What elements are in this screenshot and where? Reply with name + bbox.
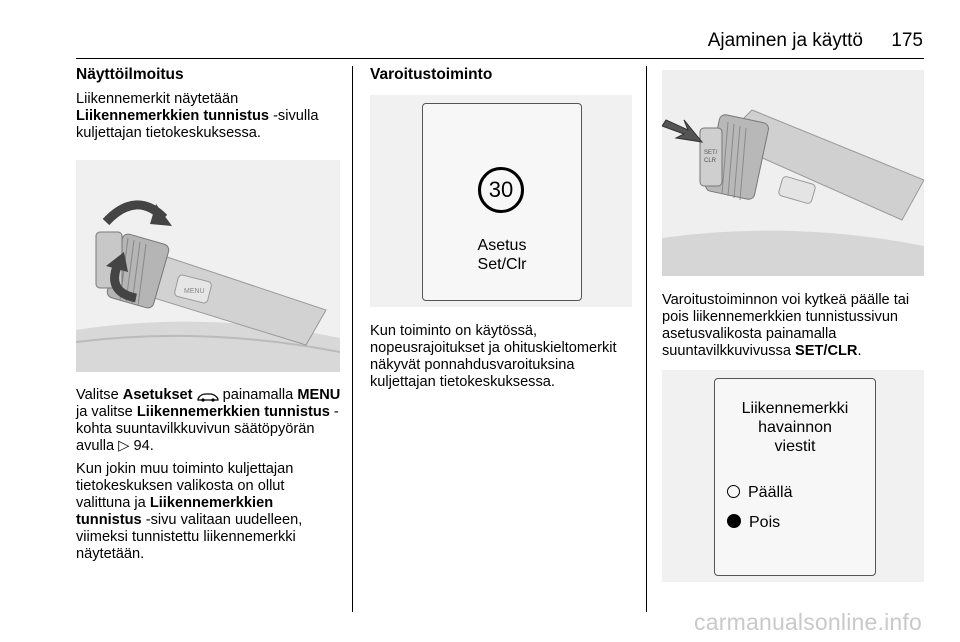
option-on[interactable]: Päällä: [727, 483, 792, 502]
display-text: Asetus Set/Clr: [477, 237, 527, 273]
svg-text:CLR: CLR: [704, 158, 717, 164]
section-heading: Näyttöilmoitus: [76, 66, 184, 83]
svg-text:MENU: MENU: [184, 288, 205, 295]
page-number: 175: [891, 30, 923, 51]
display-title: Liikennemerkki havainnon viestit: [741, 400, 849, 455]
watermark: carmanualsonline.info: [694, 609, 922, 635]
section-title: Ajaminen ja käyttö: [707, 30, 863, 51]
section-heading: Varoitustoiminto: [370, 66, 493, 83]
paragraph: Varoitustoiminnon voi kytkeä päälle tai pois liikennemerkkien tunnistussivun asetusvalikosta painamalla suuntavilkkuvivussa SET/CLR.: [662, 292, 910, 359]
warning-setting-display: [662, 370, 924, 582]
radio-unselected-icon: [727, 485, 740, 498]
speed-limit-sign-icon: 30: [478, 167, 524, 213]
column-divider-1: [352, 66, 353, 612]
column-1-bottom: [76, 387, 342, 569]
radio-selected-icon: [727, 514, 741, 528]
paragraph: Kun toiminto on käytössä, nopeusrajoitukset ja ohituskieltomerkit näkyvät ponnahdusvaroituksina kuljettajan tietokeskuksessa.: [370, 323, 617, 390]
speed-warning-display: [370, 95, 632, 307]
header-rule: [76, 58, 924, 59]
column-2-heading: [370, 66, 634, 91]
paragraph: Liikennemerkit näytetään Liikennemerkkien tunnistus -sivulla kuljettajan tietokeskuksessa.: [76, 91, 319, 141]
column-2-text: [370, 323, 636, 397]
svg-text:SET/: SET/: [704, 150, 718, 156]
column-1-top: [76, 66, 342, 148]
paragraph: Kun jokin muu toiminto kuljettajan tietokeskuksen valikosta on ollut valittuna ja Liikennemerkkien tunnistus -sivu valitaan uudelleen, viimeksi tunnistettu liikennemerkki näytetään.: [76, 461, 303, 562]
page-ref-arrow-icon: ▷: [118, 438, 130, 454]
stalk-lever-illustration: [76, 160, 340, 372]
column-divider-2: [646, 66, 647, 612]
set-clr-button-illustration: [662, 70, 924, 276]
paragraph: Valitse Asetukset painamalla MENU ja valitse Liikennemerkkien tunnistus -kohta suuntavilkkuvivun säätöpyörän avulla ▷ 94.: [76, 387, 341, 454]
option-off[interactable]: Pois: [727, 513, 780, 532]
column-3-text: [662, 292, 928, 366]
car-settings-icon: [197, 390, 219, 400]
